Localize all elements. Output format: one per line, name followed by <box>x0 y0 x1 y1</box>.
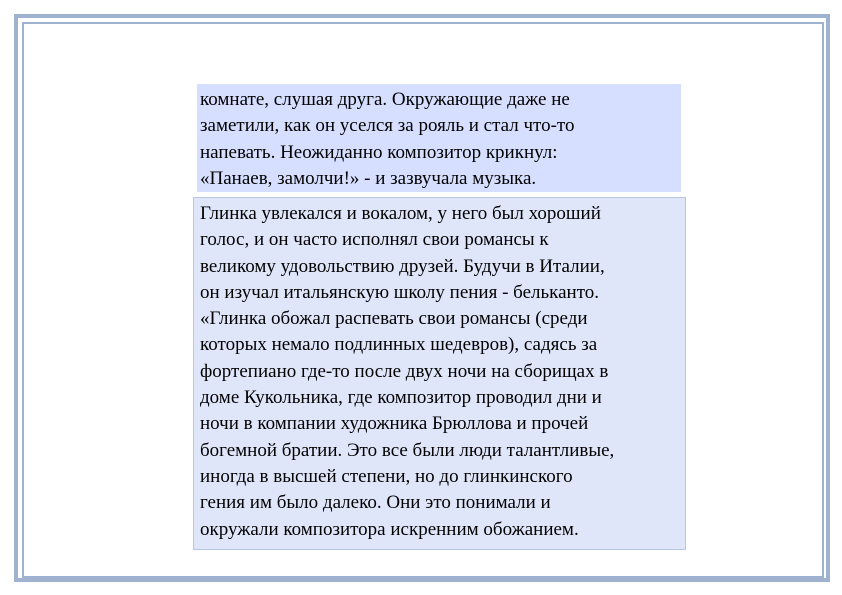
paragraph-bottom: Глинка увлекался и вокалом, у него был хороший голос, и он часто исполнял свои романсы к великому удовольствию друзей. Будучи в Италии, он изучал итальянскую школу пения - бельканто. «Глинка обожал распевать свои романсы (среди которых немало подлинных шедевров), садясь за фортепиано где-то после двух ночи на сборищах в доме Кукольника, где композитор проводил дни и ночи в компании художника Брюллова и прочей богемной братии. Это все были люди талантливые, иногда в высшей степени, но до глинкинского гения им было далеко. Они это понимали и окружали композитора искренним обожанием. <box>193 197 686 550</box>
paragraph-top: комнате, слушая друга. Окружающие даже не заметили, как он уселся за рояль и стал что-то напевать. Неожиданно композитор крикнул: «Панаев, замолчи!» - и зазвучала музыка. <box>197 84 681 192</box>
